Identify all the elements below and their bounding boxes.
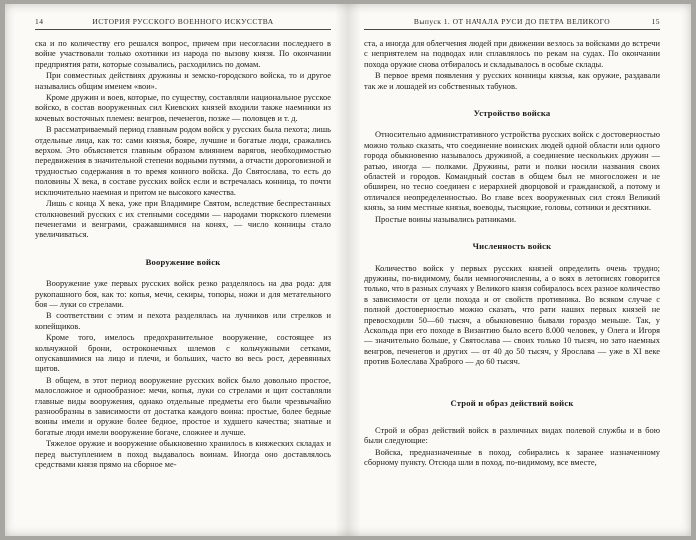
paragraph: ста, а иногда для облегчения людей при движении везлось за войсками до встречи с неприятелем на подводах или сплавлялось по рекам на судах. По окончании похода оружие снова отбиралось и складывалось в особые склады. xyxy=(364,39,660,69)
paragraph: Количество войск у первых русских князей определить очень трудно; дружины, по-видимому, были немногочисленны, а о воях в летописях говорится только, что в разных случаях у Великого князя собиралось всех разное количество в зависимости от цели похода и от свойств противника. Во всяком случае с полной достоверностью можно сказать, что рати наших первых князей не превосходили 50—60 тысяч, а обыкновенно бывали гораздо меньше. Так, у Аскольда при его походе в Византию было всего 8.000 человек, у Олега и Игоря — значительно больше, у Святослава — своих только 10 тысяч, но зато наемных венгров, печенегов и других — от 40 до 50 тысяч, у Ярослава — уже в XI веке против Болеслава Храброго — до 60 тысяч. xyxy=(364,263,660,367)
paragraph: При совместных действиях дружины и земско-городского войска, то и другое назывались общим именем «вои». xyxy=(35,71,331,91)
paragraph: В рассматриваемый период главным родом войск у русских была пехота; лишь отдельные лица, как то: сами князья, бояре, лучшие и богатые люди, сражались верхом. Это объясняется главным образом влиянием варягов, необходимостью передвижения в значительной степени водными путями, а отчасти дороговизной и трудностью содержания в то время конного войска. До Святослава, то есть до половины X века, в составе русских войск если и встречалась конница, то почти исключительно наемная и притом не высокого качества. xyxy=(35,125,331,197)
page-right xyxy=(348,4,691,536)
page-left xyxy=(5,4,348,536)
paragraph: В первое время появления у русских конницы князья, как оружие, раздавали так же и лошадей из собственных табунов. xyxy=(364,71,660,91)
running-title-right: Выпуск 1. ОТ НАЧАЛА РУСИ ДО ПЕТРА ВЕЛИКОГО xyxy=(413,17,611,26)
page-header-right xyxy=(364,17,660,30)
section-heading: Устройство войска xyxy=(473,108,551,119)
book-spread xyxy=(5,4,691,536)
paragraph: Вооружение уже первых русских войск резко разделялось на два рода: для рукопашного боя, как то: копья, мечи, секиры, топоры, ножи и для метательного боя — луки со стрелами. xyxy=(35,279,331,309)
page-number-left: 14 xyxy=(35,17,44,26)
page-body-left xyxy=(35,39,331,470)
paragraph: В общем, в этот период вооружение русских войск было довольно простое, малосложное и однообразное: мечи, копья, луки со стрелами и щит составляли главные виды вооружения, однако отдельные предметы его были чрезвычайно разнообразны в зависимости от достатка каждого воина: простые, более бедные воины имели и оружие более бедное, простое и худшего качества; знатные и богатые люди имели вооружение богаче, сложнее и лучше. xyxy=(35,375,331,437)
paragraph: Лишь с конца X века, уже при Владимире Святом, вследствие беспрестанных столкновений русских с их степными соседями — народами тюркского племени печенегами и венграми, сражавшимися на конях, — число конницы стало увеличиваться. xyxy=(35,199,331,240)
page-header-left xyxy=(35,17,331,30)
paragraph: Строй и образ действий войск в различных видах полевой службы и в бою были следующие: xyxy=(364,425,660,446)
paragraph: Войска, предназначенные в поход, собирались к заранее назначенному сборному пункту. Отсюда шли в поход, по-видимому, все вместе, xyxy=(364,447,660,468)
page-number-right: 15 xyxy=(651,17,660,26)
section-heading: Численность войск xyxy=(472,241,552,252)
paragraph: Кроме дружин и воев, которые, по существу, составляли национальное русское войско, в состав вооруженных сил Киевских князей входили также наемники из кочевых восточных племен: венгров, печенегов, позже — половцев и т. д. xyxy=(35,93,331,123)
paragraph: В соответствии с этим и пехота разделялась на лучников или стрелков и копейщиков. xyxy=(35,311,331,331)
paragraph: Кроме того, имелось предохранительное вооружение, состоящее из кольчужной брони, остроконечных шлемов с кольчужными сетками, опускавшимися на лицо и плечи, и больших, часто во весь рост, деревянных щитов. xyxy=(35,333,331,374)
running-title-left: ИСТОРИЯ РУССКОГО ВОЕННОГО ИСКУССТВА xyxy=(92,17,274,26)
section-heading: Строй и образ действий войск xyxy=(450,397,574,408)
paragraph: Относительно административного устройства русских войск с достоверностью можно только сказать, что соединение воинских людей одной области или одного города обыкновенно называлось дружиной, а соединение нескольких дружин — ратью, иногда — полками. Дружины, рати и полки носили названия своих областей и городов. Командный состав в общем был не многосложен и не обширен, но тесно соединен с иерархией дворцовой и гражданской, а потому и отличался неопределенностью. Во главе всех вооруженных сил стоял Великий князь, за ним местные князья, воеводы, тысяцкие, головы, сотники и десятники. xyxy=(364,130,660,213)
paragraph: ска и по количеству его решался вопрос, причем при несогласии последнего в войне участвовали только охотники из народа по вызову князя. По окончании предприятия рати, которые созывались, расходились по домам. xyxy=(35,39,331,69)
section-heading: Вооружение войск xyxy=(145,256,221,267)
paragraph: Простые воины назывались ратниками. xyxy=(375,214,517,224)
paragraph: Тяжелое оружие и вооружение обыкновенно хранилось в княжеских складах и перед выступлением в поход выдавалось воинам. Иногда оно доставлялось средствами князя прямо на сборное ме- xyxy=(35,439,331,470)
page-body-right xyxy=(364,39,660,469)
